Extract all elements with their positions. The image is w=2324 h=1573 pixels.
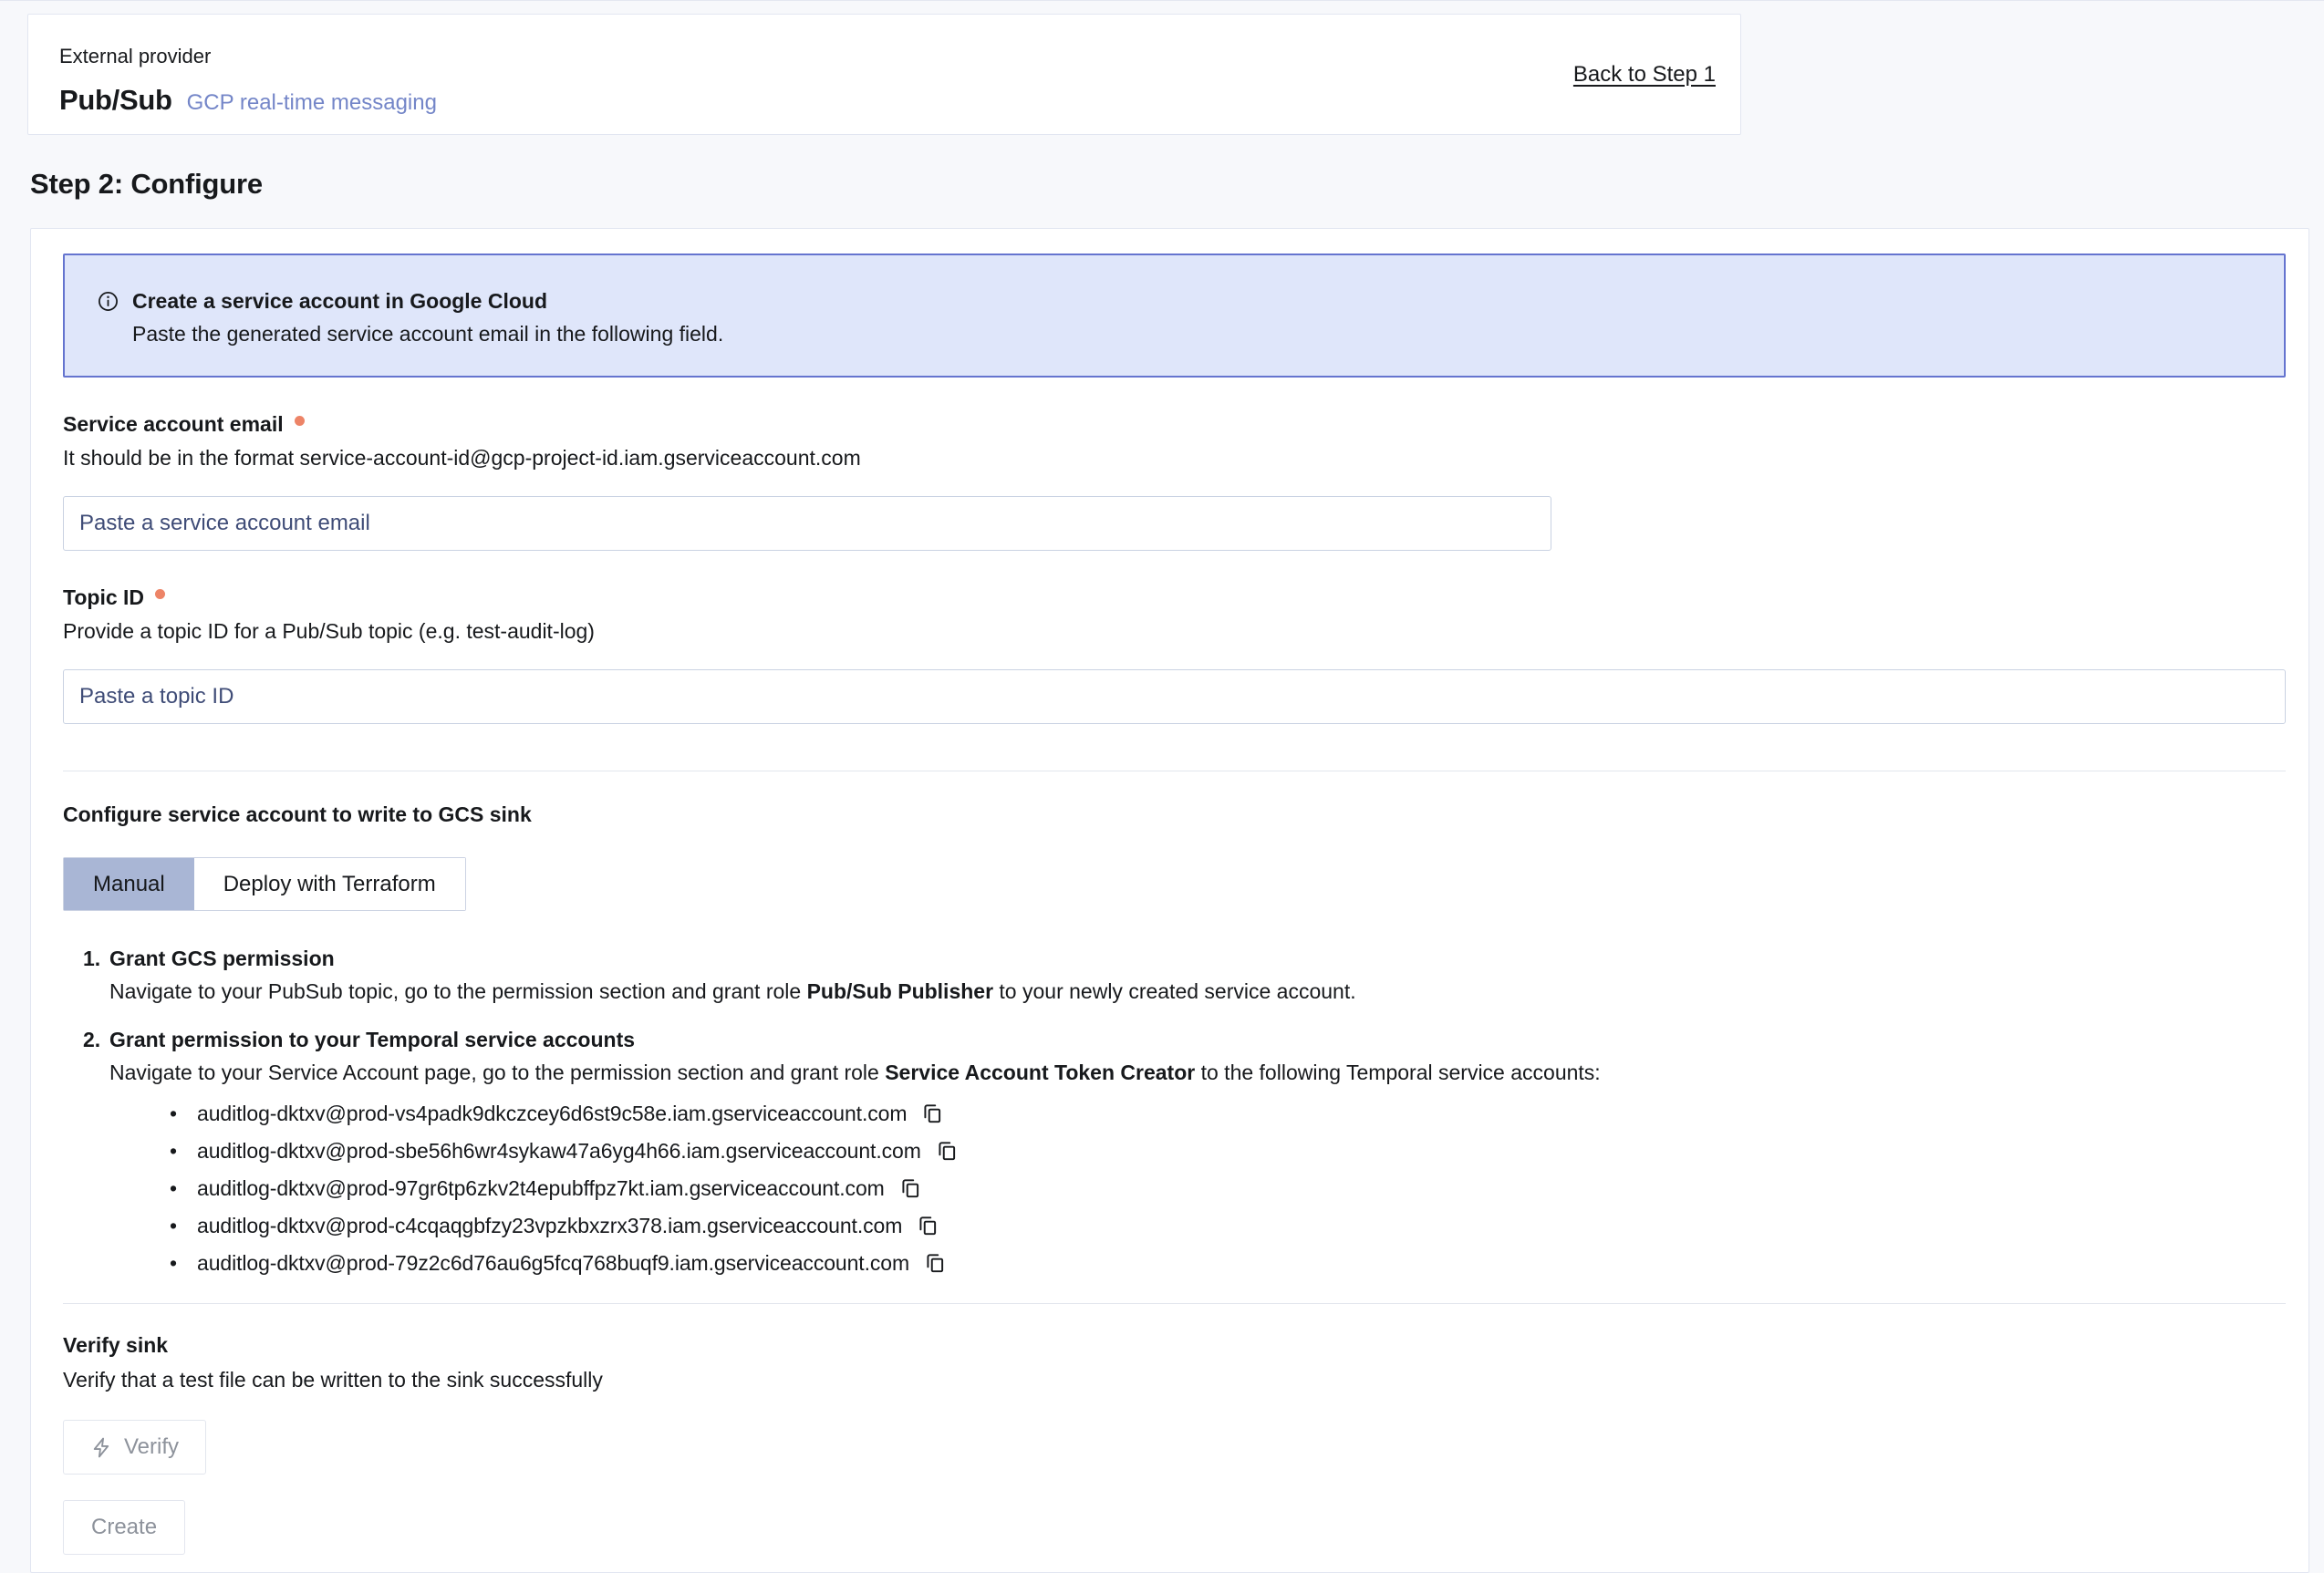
topic-id-helper: Provide a topic ID for a Pub/Sub topic (e.g. test-audit-log) xyxy=(63,619,595,643)
bullet-icon: • xyxy=(170,1213,178,1237)
provider-summary-card xyxy=(27,14,1741,135)
step-2-configure-heading: Step 2: Configure xyxy=(30,168,263,200)
alert-body: Paste the generated service account email in the following field. xyxy=(132,322,724,346)
bullet-icon: • xyxy=(170,1101,178,1125)
alert-title: Create a service account in Google Cloud xyxy=(132,289,548,313)
manual-steps-list xyxy=(63,942,2286,1276)
configure-card xyxy=(30,228,2309,1573)
list-item xyxy=(170,1101,2286,1126)
service-account-email: auditlog-dktxv@prod-vs4padk9dkczcey6d6st9c58e.iam.gserviceaccount.com xyxy=(197,1101,908,1125)
bullet-icon: • xyxy=(170,1175,178,1200)
topic-id-input[interactable] xyxy=(63,669,2286,724)
step-description-text: to the following Temporal service accounts: xyxy=(1195,1061,1601,1084)
configure-gcs-sink-title: Configure service account to write to GCS sink xyxy=(63,802,532,826)
back-to-step-1-link[interactable]: Back to Step 1 xyxy=(1572,61,1716,87)
role-name-bold: Service Account Token Creator xyxy=(885,1061,1196,1084)
verify-sink-title: Verify sink xyxy=(63,1333,169,1357)
temporal-service-accounts-list xyxy=(170,1101,2286,1276)
service-account-email: auditlog-dktxv@prod-c4cqaqgbfzy23vpzkbxzrx378.iam.gserviceaccount.com xyxy=(197,1213,903,1237)
copy-icon[interactable] xyxy=(915,1213,940,1238)
required-dot-icon xyxy=(155,589,165,599)
step-description xyxy=(109,1056,2286,1089)
list-item xyxy=(170,1175,2286,1201)
list-item xyxy=(170,1250,2286,1276)
step-description-text: Navigate to your PubSub topic, go to the permission section and grant role xyxy=(109,979,807,1003)
copy-icon[interactable] xyxy=(934,1138,960,1164)
step-grant-temporal-permission xyxy=(83,1023,2286,1089)
service-account-email: auditlog-dktxv@prod-sbe56h6wr4sykaw47a6yg4h66.iam.gserviceaccount.com xyxy=(197,1138,921,1163)
role-name-bold: Pub/Sub Publisher xyxy=(806,979,994,1003)
required-dot-icon xyxy=(295,416,305,426)
info-circle-icon xyxy=(97,290,119,313)
verify-button[interactable] xyxy=(63,1420,206,1475)
lightning-icon xyxy=(90,1436,113,1459)
external-provider-label: External provider xyxy=(59,45,212,67)
step-number: 2. xyxy=(83,1028,101,1051)
step-description-text: to your newly created service account. xyxy=(993,979,1356,1003)
step-number: 1. xyxy=(83,947,101,970)
section-divider xyxy=(63,1303,2286,1304)
verify-sink-description: Verify that a test file can be written to the sink successfully xyxy=(63,1368,603,1392)
list-item xyxy=(170,1138,2286,1164)
info-alert xyxy=(63,254,2286,378)
step-description xyxy=(109,975,2286,1008)
step-grant-gcs-permission xyxy=(83,942,2286,1008)
step-description-text: Navigate to your Service Account page, go to the permission section and grant role xyxy=(109,1061,886,1084)
create-button[interactable]: Create xyxy=(63,1500,185,1555)
configure-method-tabs xyxy=(63,857,466,911)
bullet-icon: • xyxy=(170,1138,178,1163)
step-title: Grant permission to your Temporal service accounts xyxy=(109,1028,636,1051)
copy-icon[interactable] xyxy=(922,1250,948,1276)
verify-button-label: Verify xyxy=(124,1434,180,1459)
service-account-email-field-group xyxy=(63,412,2286,551)
topic-id-field-group xyxy=(63,585,2286,724)
service-account-email: auditlog-dktxv@prod-79z2c6d76au6g5fcq768buqf9.iam.gserviceaccount.com xyxy=(197,1250,910,1275)
service-account-email-helper: It should be in the format service-account-id@gcp-project-id.iam.gserviceaccount.com xyxy=(63,446,861,470)
topic-id-label: Topic ID xyxy=(63,585,145,609)
copy-icon[interactable] xyxy=(897,1175,923,1201)
service-account-email-input[interactable] xyxy=(63,496,1551,551)
copy-icon[interactable] xyxy=(919,1101,945,1126)
provider-tagline: GCP real-time messaging xyxy=(186,90,437,115)
provider-name: Pub/Sub xyxy=(59,84,172,116)
service-account-email-label: Service account email xyxy=(63,412,284,436)
tab-deploy-with-terraform[interactable]: Deploy with Terraform xyxy=(194,858,465,910)
bullet-icon: • xyxy=(170,1250,178,1275)
tab-manual[interactable]: Manual xyxy=(64,858,194,910)
step-title: Grant GCS permission xyxy=(109,947,335,970)
service-account-email: auditlog-dktxv@prod-97gr6tp6zkv2t4epubffpz7kt.iam.gserviceaccount.com xyxy=(197,1175,885,1200)
list-item xyxy=(170,1213,2286,1238)
